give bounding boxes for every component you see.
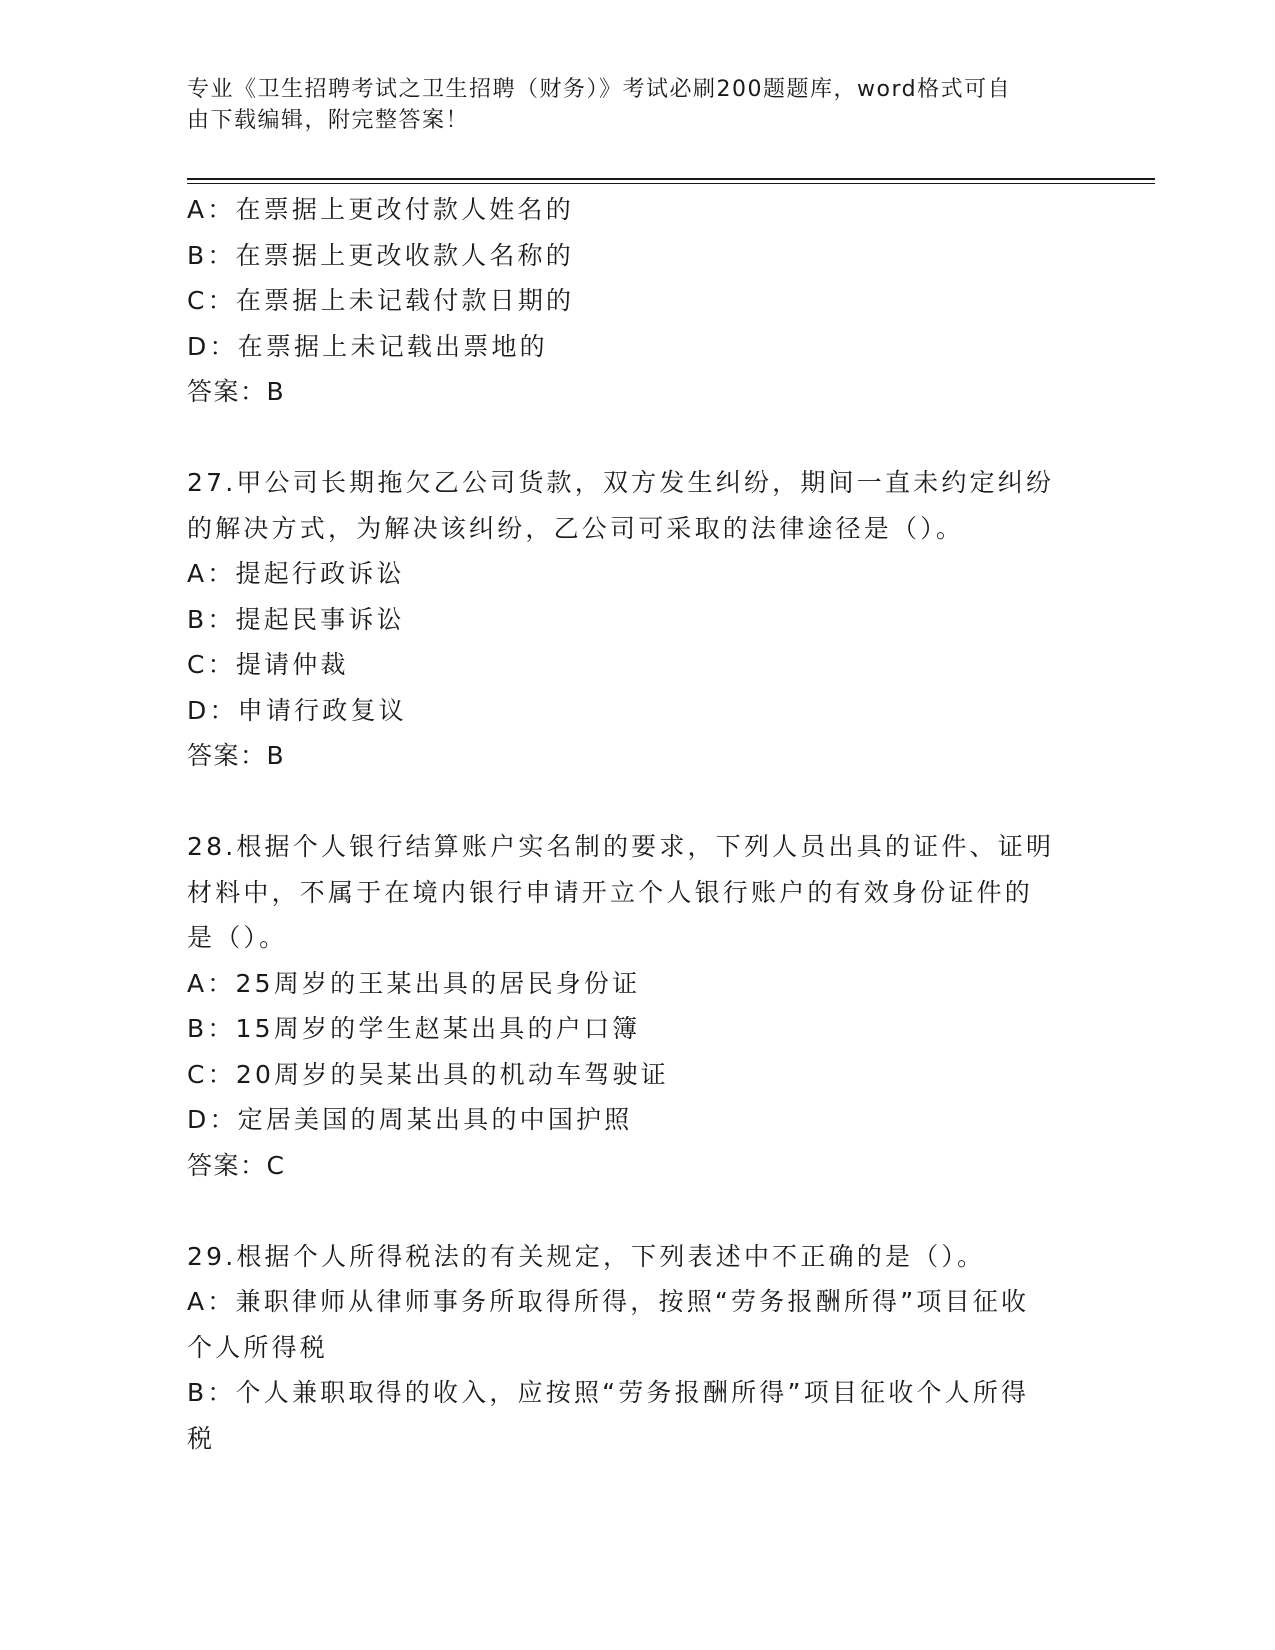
header-rule-thick: [187, 178, 1155, 180]
question-stem-line-2: 的解决方式，为解决该纠纷，乙公司可采取的法律途径是（）。: [187, 513, 965, 543]
header-line-1: 专业《卫生招聘考试之卫生招聘（财务）》考试必刷200题题库，word格式可自: [187, 77, 1012, 102]
question-stem-line-1: 28.根据个人银行结算账户实名制的要求，下列人员出具的证件、证明: [187, 832, 1055, 861]
question-stem-line-3: 是（）。: [187, 923, 288, 952]
option-a: A：25周岁的王某出具的居民身份证: [187, 968, 641, 998]
option-a: A：在票据上更改付款人姓名的: [187, 195, 574, 224]
question-stem-line-1: 29.根据个人所得税法的有关规定，下列表述中不正确的是（）。: [187, 1241, 986, 1271]
header-line-2: 由下载编辑，附完整答案！: [187, 108, 470, 133]
option-c: C：20周岁的吴某出具的机动车驾驶证: [187, 1059, 669, 1089]
spacer: [187, 1188, 1087, 1234]
option-a-line-1: A：兼职律师从律师事务所取得所得，按照“劳务报酬所得”项目征收: [187, 1287, 1030, 1316]
option-d: D：申请行政复议: [187, 695, 407, 725]
question-28: [187, 824, 1087, 1188]
spacer: [187, 415, 1087, 461]
question-27: [187, 460, 1087, 779]
question-stem-line-2: 材料中，不属于在境内银行申请开立个人银行账户的有效身份证件的: [187, 877, 1034, 907]
option-a-line-2: 个人所得税: [187, 1332, 329, 1362]
question-26-continued: [187, 187, 1087, 415]
answer-line: 答案：B: [187, 741, 286, 770]
option-a: A：提起行政诉讼: [187, 559, 405, 588]
option-b-line-1: B：个人兼职取得的收入，应按照“劳务报酬所得”项目征收个人所得: [187, 1378, 1030, 1407]
option-c: C：在票据上未记载付款日期的: [187, 286, 575, 315]
option-c: C：提请仲裁: [187, 650, 349, 679]
option-d: D：在票据上未记载出票地的: [187, 331, 548, 361]
question-list: [187, 187, 1087, 1461]
option-d: D：定居美国的周某出具的中国护照: [187, 1105, 633, 1134]
question-stem-line-1: 27.甲公司长期拖欠乙公司货款，双方发生纠纷，期间一直未约定纠纷: [187, 468, 1055, 497]
option-b: B：在票据上更改收款人名称的: [187, 240, 574, 270]
option-b-line-2: 税: [187, 1423, 216, 1453]
spacer: [187, 779, 1087, 825]
option-b: B：15周岁的学生赵某出具的户口簿: [187, 1014, 641, 1043]
answer-line: 答案：B: [187, 377, 286, 406]
question-29: [187, 1234, 1087, 1462]
header-rule-thin: [187, 183, 1155, 184]
option-b: B：提起民事诉讼: [187, 604, 405, 634]
document-header: [187, 74, 1067, 136]
answer-line: 答案：C: [187, 1150, 286, 1180]
